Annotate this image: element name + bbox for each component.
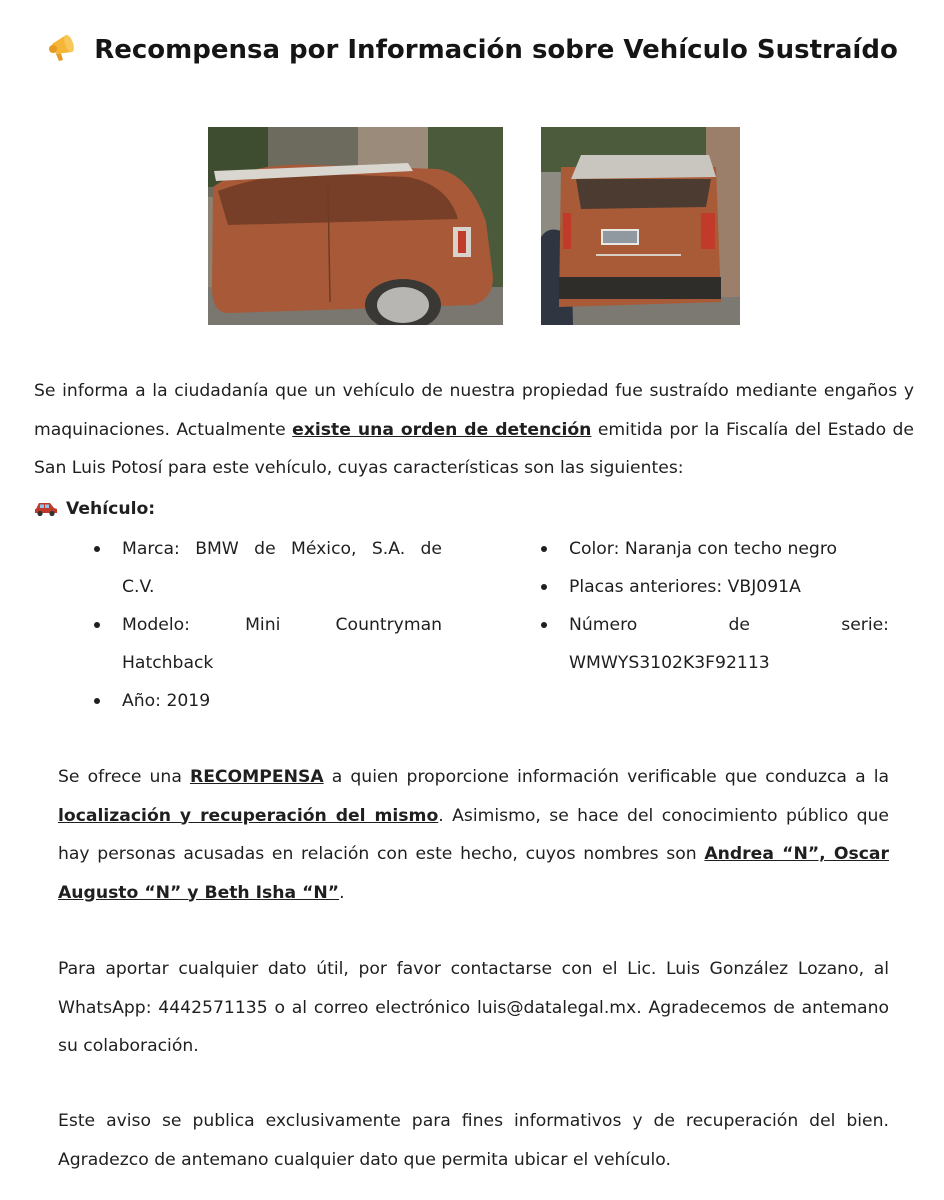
recovery-emphasis: localización y recuperación del mismo [58, 805, 439, 826]
vehicle-rear-photo [541, 127, 740, 325]
vehicle-heading [34, 495, 155, 523]
intro-text-2: emitida por la Fiscalía del Estado de San Luis Potosí para este vehículo, cuyas características son las siguientes: [34, 419, 914, 478]
list-item: Año: 2019 [92, 682, 442, 720]
list-item: Color: Naranja con techo negro [539, 530, 889, 568]
megaphone-icon [46, 30, 80, 64]
disclaimer-paragraph: Este aviso se publica exclusivamente para fines informativos y de recuperación del bien. Agradezco de antemano cualquier dato que permita ubicar el vehículo. [58, 1111, 889, 1170]
list-item: Placas anteriores: VBJ091A [539, 568, 889, 606]
vehicle-side-photo [208, 127, 503, 325]
intro-paragraph [34, 372, 914, 488]
list-item: Modelo: Mini Countryman Hatchback [92, 606, 442, 682]
accused-names: Andrea “N”, Oscar Augusto “N” y Beth Isha “N” [58, 844, 889, 903]
detention-order-emphasis: existe una orden de detención [292, 419, 592, 440]
list-item: Número de serie: WMWYS3102K3F92113 [539, 606, 889, 682]
vehicle-details-left [92, 530, 442, 720]
intro-text-1: Se informa a la ciudadanía que un vehículo de nuestra propiedad fue sustraído mediante engaños y maquinaciones. Actualmente [34, 381, 914, 440]
vehicle-heading-text: Vehículo: [66, 499, 156, 519]
list-item: Marca: BMW de México, S.A. de C.V. [92, 530, 442, 606]
vehicle-details-right [539, 530, 889, 682]
reward-paragraph: Se ofrece una RECOMPENSA a quien proporcione información verificable que conduzca a la localización y recuperación del mismo. Asimismo, se hace del conocimiento público que hay personas acusadas en relación con este hecho, cuyos nombres son Andrea “N”, Oscar Augusto “N” y Beth Isha “N”. [58, 767, 890, 903]
car-icon [34, 499, 58, 517]
title-text: Recompensa por Información sobre Vehículo Sustraído [94, 35, 898, 65]
page-title [0, 30, 944, 65]
contact-paragraph: Para aportar cualquier dato útil, por favor contactarse con el Lic. Luis González Lozano, al WhatsApp: 4442571135 o al correo electrónico luis@datalegal.mx. Agradecemos de antemano su colaboración. [58, 959, 889, 1056]
reward-emphasis: RECOMPENSA [189, 767, 324, 787]
